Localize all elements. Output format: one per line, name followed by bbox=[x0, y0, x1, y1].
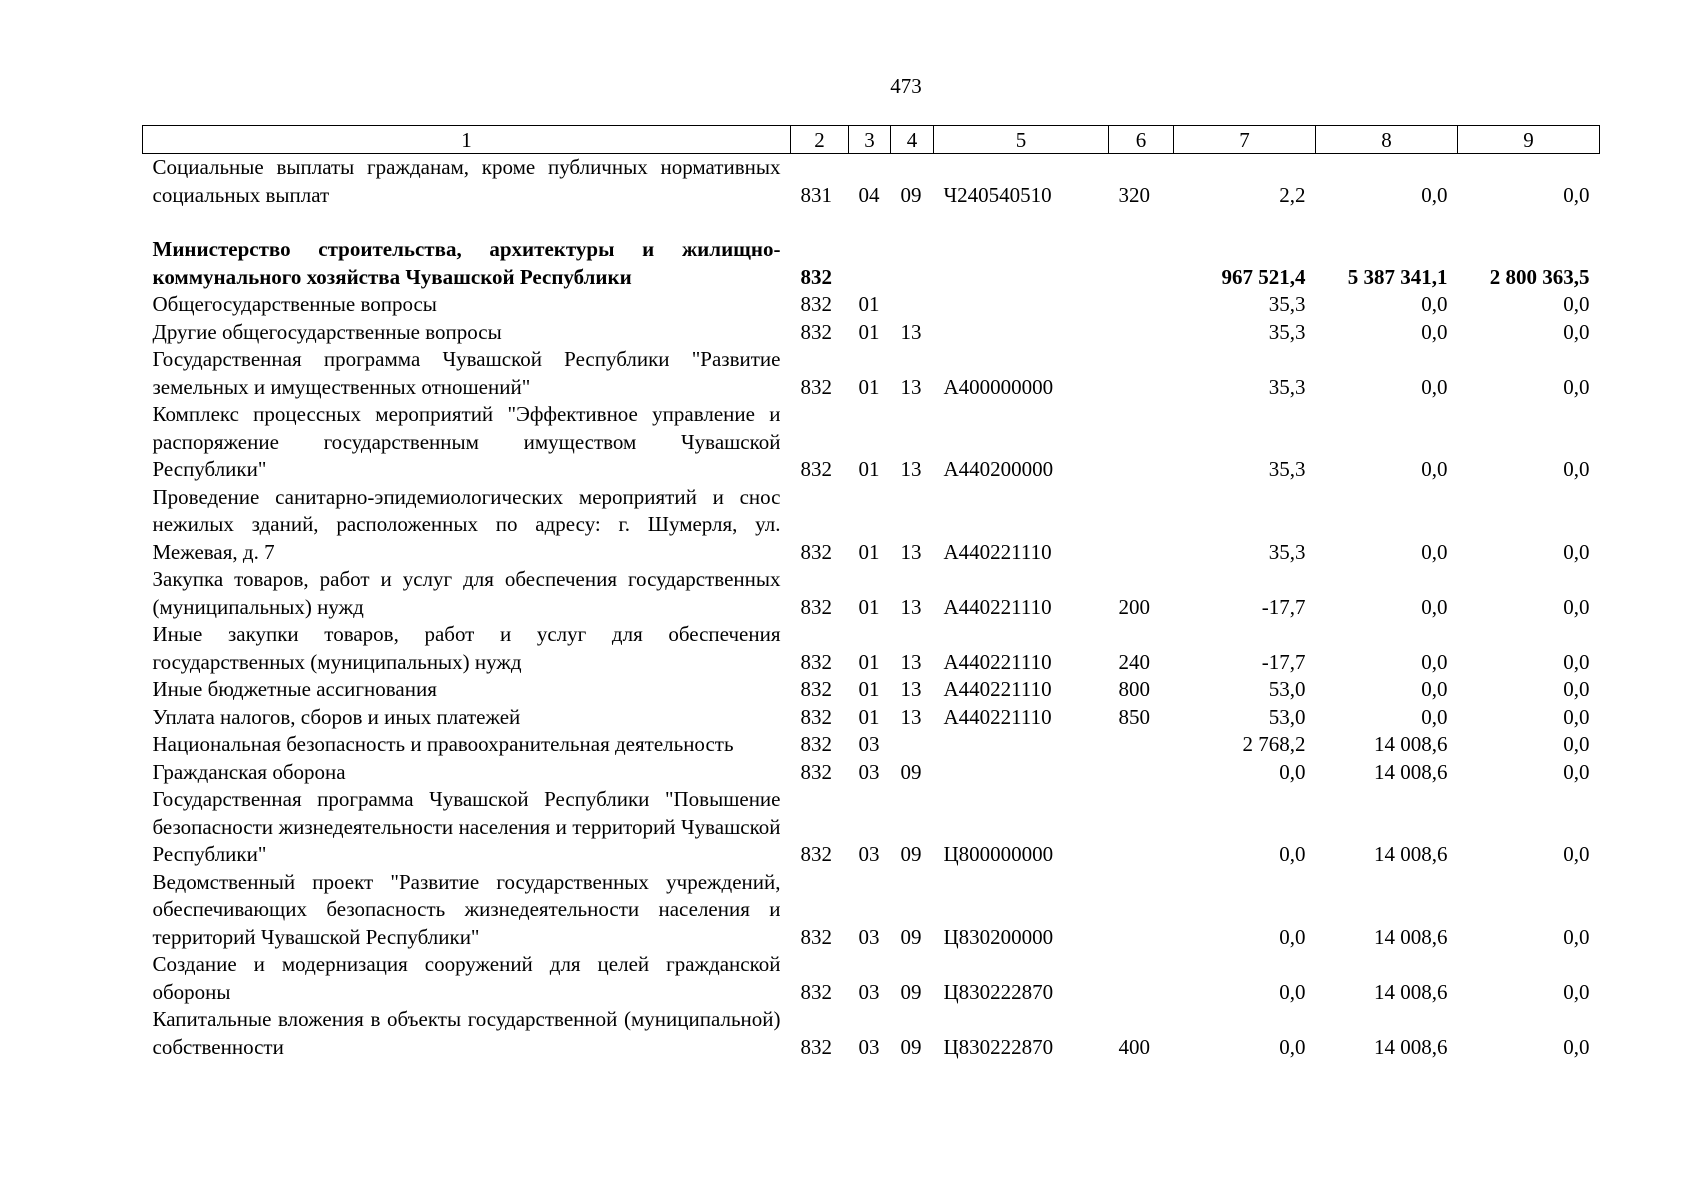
cell-amount-2: 14 008,6 bbox=[1374, 979, 1448, 1004]
cell-name: Проведение санитарно-эпидемиологических мероприятий и снос нежилых зданий, расположенных по адресу: г. Шумерля, ул. Межевая, д. 7 bbox=[152, 484, 781, 564]
cell-amount-2: 0,0 bbox=[1421, 457, 1448, 481]
cell-amount-3: 0,0 bbox=[1563, 759, 1590, 784]
cell-expense-type bbox=[1109, 236, 1174, 291]
cell-amount-3: 0,0 bbox=[1563, 594, 1590, 619]
table-row bbox=[143, 291, 1600, 319]
cell-target-article: Ч240540510 bbox=[943, 182, 1052, 207]
cell-amount-2: 0,0 bbox=[1421, 292, 1448, 316]
table-header-row bbox=[143, 126, 1600, 154]
cell-amount-2: 0,0 bbox=[1421, 594, 1448, 619]
cell-name: Создание и модернизация сооружений для целей гражданской обороны bbox=[152, 952, 781, 1004]
cell-subsection: 13 bbox=[900, 374, 922, 399]
cell-subsection: 13 bbox=[900, 594, 922, 619]
cell-expense-type bbox=[1109, 786, 1174, 869]
cell-expense-type: 240 bbox=[1118, 649, 1150, 674]
cell-chapter: 832 bbox=[800, 264, 832, 289]
cell-subsection: 09 bbox=[900, 924, 922, 949]
cell-amount-2: 14 008,6 bbox=[1374, 924, 1448, 949]
cell-target-article: Ц830222870 bbox=[943, 1034, 1054, 1059]
cell-chapter: 832 bbox=[800, 732, 832, 756]
cell-target-article: А400000000 bbox=[943, 374, 1054, 399]
cell-chapter: 832 bbox=[800, 704, 832, 729]
cell-name: Комплекс процессных мероприятий "Эффективное управление и распоряжение государственным имуществом Чувашской Республики" bbox=[152, 402, 781, 481]
cell-amount-1: 35,3 bbox=[1268, 319, 1306, 344]
cell-amount-1: -17,7 bbox=[1261, 649, 1306, 674]
cell-amount-2: 14 008,6 bbox=[1374, 1034, 1448, 1059]
cell-amount-1: 0,0 bbox=[1279, 842, 1306, 866]
cell-section: 01 bbox=[858, 319, 880, 344]
cell-name: Иные закупки товаров, работ и услуг для обеспечения государственных (муниципальных) нужд bbox=[152, 622, 781, 674]
cell-chapter: 832 bbox=[800, 649, 832, 674]
cell-amount-2: 0,0 bbox=[1421, 649, 1448, 674]
cell-amount-2: 0,0 bbox=[1421, 704, 1448, 729]
cell-section: 01 bbox=[858, 594, 880, 619]
cell-name: Капитальные вложения в объекты государственной (муниципальной) собственности bbox=[152, 1007, 781, 1059]
cell-amount-3: 0,0 bbox=[1563, 677, 1590, 701]
cell-expense-type: 850 bbox=[1118, 704, 1150, 729]
cell-section: 01 bbox=[858, 539, 880, 564]
cell-amount-3: 0,0 bbox=[1563, 539, 1590, 564]
cell-target-article bbox=[934, 319, 1109, 347]
cell-amount-1: -17,7 bbox=[1261, 594, 1306, 619]
cell-chapter: 832 bbox=[800, 1034, 832, 1059]
cell-chapter: 832 bbox=[800, 457, 832, 481]
column-header-8: 8 bbox=[1316, 126, 1458, 154]
cell-subsection: 09 bbox=[900, 759, 922, 784]
cell-expense-type bbox=[1109, 319, 1174, 347]
cell-section: 03 bbox=[858, 924, 880, 949]
cell-expense-type bbox=[1109, 401, 1174, 484]
cell-amount-3: 0,0 bbox=[1563, 182, 1590, 207]
cell-expense-type bbox=[1109, 346, 1174, 401]
cell-subsection: 13 bbox=[900, 457, 922, 481]
cell-section: 01 bbox=[858, 677, 880, 701]
cell-amount-3: 0,0 bbox=[1563, 704, 1590, 729]
cell-subsection bbox=[891, 291, 934, 319]
cell-amount-2: 0,0 bbox=[1421, 182, 1448, 207]
cell-amount-1: 0,0 bbox=[1279, 1034, 1306, 1059]
table-row bbox=[143, 566, 1600, 621]
column-header-5: 5 bbox=[934, 126, 1109, 154]
page-number: 473 bbox=[890, 74, 922, 98]
cell-amount-1: 0,0 bbox=[1279, 924, 1306, 949]
table-row bbox=[143, 621, 1600, 676]
cell-subsection: 13 bbox=[900, 319, 922, 344]
cell-amount-1: 35,3 bbox=[1268, 539, 1306, 564]
cell-amount-2: 0,0 bbox=[1421, 677, 1448, 701]
cell-chapter: 831 bbox=[800, 182, 832, 207]
cell-amount-2: 0,0 bbox=[1421, 374, 1448, 399]
table-row bbox=[143, 951, 1600, 1006]
cell-section: 03 bbox=[858, 842, 880, 866]
spacer-cell bbox=[143, 209, 1600, 236]
cell-target-article: Ц830200000 bbox=[943, 924, 1054, 949]
cell-target-article: А440200000 bbox=[943, 457, 1054, 481]
cell-chapter: 832 bbox=[800, 292, 832, 316]
cell-chapter: 832 bbox=[800, 924, 832, 949]
cell-name: Закупка товаров, работ и услуг для обеспечения государственных (муниципальных) нужд bbox=[152, 567, 781, 619]
cell-subsection: 09 bbox=[900, 842, 922, 866]
cell-amount-2: 5 387 341,1 bbox=[1347, 264, 1448, 289]
cell-target-article bbox=[934, 731, 1109, 759]
cell-expense-type: 800 bbox=[1118, 677, 1150, 701]
cell-chapter: 832 bbox=[800, 374, 832, 399]
cell-name: Национальная безопасность и правоохранительная деятельность bbox=[152, 732, 734, 756]
cell-amount-3: 0,0 bbox=[1563, 374, 1590, 399]
cell-section: 03 bbox=[858, 732, 880, 756]
table-row bbox=[143, 786, 1600, 869]
cell-target-article bbox=[934, 291, 1109, 319]
cell-expense-type bbox=[1109, 731, 1174, 759]
cell-name: Гражданская оборона bbox=[152, 759, 346, 784]
cell-amount-2: 14 008,6 bbox=[1374, 842, 1448, 866]
cell-amount-1: 2,2 bbox=[1279, 182, 1306, 207]
cell-name: Государственная программа Чувашской Республики "Развитие земельных и имущественных отношений" bbox=[152, 347, 781, 399]
table-row bbox=[143, 704, 1600, 732]
cell-section: 04 bbox=[858, 182, 880, 207]
cell-name: Другие общегосударственные вопросы bbox=[152, 319, 502, 344]
cell-amount-2: 0,0 bbox=[1421, 319, 1448, 344]
spacer-row bbox=[143, 209, 1600, 236]
cell-expense-type bbox=[1109, 869, 1174, 952]
table-row bbox=[143, 676, 1600, 704]
cell-expense-type bbox=[1109, 951, 1174, 1006]
table-row bbox=[143, 236, 1600, 291]
cell-chapter: 832 bbox=[800, 594, 832, 619]
cell-subsection: 09 bbox=[900, 1034, 922, 1059]
column-header-2: 2 bbox=[791, 126, 849, 154]
cell-chapter: 832 bbox=[800, 759, 832, 784]
cell-target-article: Ц800000000 bbox=[943, 842, 1054, 866]
table-row bbox=[143, 1006, 1600, 1061]
cell-amount-2: 14 008,6 bbox=[1374, 732, 1448, 756]
cell-section: 03 bbox=[858, 759, 880, 784]
table-body bbox=[143, 154, 1600, 1062]
cell-subsection: 09 bbox=[900, 979, 922, 1004]
cell-section: 01 bbox=[858, 457, 880, 481]
cell-amount-3: 0,0 bbox=[1563, 457, 1590, 481]
cell-amount-1: 0,0 bbox=[1279, 759, 1306, 784]
cell-section: 01 bbox=[858, 704, 880, 729]
cell-target-article: Ц830222870 bbox=[943, 979, 1054, 1004]
cell-expense-type bbox=[1109, 759, 1174, 787]
cell-amount-3: 0,0 bbox=[1563, 319, 1590, 344]
cell-expense-type: 400 bbox=[1118, 1034, 1150, 1059]
cell-name: Социальные выплаты гражданам, кроме публичных нормативных социальных выплат bbox=[152, 155, 781, 207]
column-header-1: 1 bbox=[143, 126, 791, 154]
table-row bbox=[143, 401, 1600, 484]
table-row bbox=[143, 759, 1600, 787]
cell-target-article: А440221110 bbox=[943, 594, 1052, 619]
cell-chapter: 832 bbox=[800, 677, 832, 701]
cell-amount-3: 0,0 bbox=[1563, 924, 1590, 949]
cell-amount-1: 53,0 bbox=[1268, 704, 1306, 729]
cell-target-article bbox=[934, 236, 1109, 291]
cell-expense-type: 200 bbox=[1118, 594, 1150, 619]
cell-subsection: 13 bbox=[900, 539, 922, 564]
cell-amount-3: 0,0 bbox=[1563, 649, 1590, 674]
cell-target-article: А440221110 bbox=[943, 704, 1052, 729]
cell-amount-3: 0,0 bbox=[1563, 1034, 1590, 1059]
cell-target-article: А440221110 bbox=[943, 649, 1052, 674]
cell-name: Уплата налогов, сборов и иных платежей bbox=[152, 704, 521, 729]
cell-amount-3: 0,0 bbox=[1563, 292, 1590, 316]
cell-amount-2: 0,0 bbox=[1421, 539, 1448, 564]
cell-expense-type bbox=[1109, 484, 1174, 567]
cell-subsection: 13 bbox=[900, 704, 922, 729]
cell-target-article: А440221110 bbox=[943, 539, 1052, 564]
cell-amount-1: 967 521,4 bbox=[1221, 264, 1306, 289]
cell-name: Министерство строительства, архитектуры и жилищно-коммунального хозяйства Чувашской Республики bbox=[152, 237, 781, 289]
cell-amount-1: 2 768,2 bbox=[1242, 732, 1306, 756]
cell-subsection: 09 bbox=[900, 182, 922, 207]
cell-target-article: А440221110 bbox=[943, 677, 1052, 701]
table-row bbox=[143, 731, 1600, 759]
cell-amount-1: 35,3 bbox=[1268, 374, 1306, 399]
cell-expense-type bbox=[1109, 291, 1174, 319]
cell-name: Общегосударственные вопросы bbox=[152, 292, 437, 316]
column-header-6: 6 bbox=[1109, 126, 1174, 154]
cell-amount-3: 0,0 bbox=[1563, 732, 1590, 756]
cell-section: 03 bbox=[858, 979, 880, 1004]
cell-subsection bbox=[891, 731, 934, 759]
cell-amount-3: 0,0 bbox=[1563, 842, 1590, 866]
cell-section: 03 bbox=[858, 1034, 880, 1059]
cell-subsection: 13 bbox=[900, 649, 922, 674]
cell-amount-1: 0,0 bbox=[1279, 979, 1306, 1004]
cell-subsection bbox=[891, 236, 934, 291]
cell-name: Иные бюджетные ассигнования bbox=[152, 677, 437, 701]
table-row bbox=[143, 346, 1600, 401]
cell-section bbox=[849, 236, 891, 291]
column-header-7: 7 bbox=[1174, 126, 1316, 154]
cell-target-article bbox=[934, 759, 1109, 787]
table-row bbox=[143, 319, 1600, 347]
cell-expense-type: 320 bbox=[1118, 182, 1150, 207]
cell-subsection: 13 bbox=[900, 677, 922, 701]
cell-chapter: 832 bbox=[800, 539, 832, 564]
cell-amount-1: 35,3 bbox=[1268, 292, 1306, 316]
cell-chapter: 832 bbox=[800, 842, 832, 866]
cell-name: Ведомственный проект "Развитие государственных учреждений, обеспечивающих безопасность жизнедеятельности населения и территорий Чувашской Республики" bbox=[152, 869, 781, 949]
cell-name: Государственная программа Чувашской Республики "Повышение безопасности жизнедеятельности населения и территорий Чувашской Республики" bbox=[152, 787, 781, 866]
budget-table bbox=[142, 125, 1600, 1061]
column-header-4: 4 bbox=[891, 126, 934, 154]
cell-amount-1: 35,3 bbox=[1268, 457, 1306, 481]
cell-amount-3: 2 800 363,5 bbox=[1489, 264, 1590, 289]
cell-amount-3: 0,0 bbox=[1563, 979, 1590, 1004]
table-row bbox=[143, 154, 1600, 210]
table-row bbox=[143, 869, 1600, 952]
cell-amount-2: 14 008,6 bbox=[1374, 759, 1448, 784]
cell-section: 01 bbox=[858, 649, 880, 674]
cell-section: 01 bbox=[858, 292, 880, 316]
cell-amount-1: 53,0 bbox=[1268, 677, 1306, 701]
column-header-3: 3 bbox=[849, 126, 891, 154]
table-row bbox=[143, 484, 1600, 567]
column-header-9: 9 bbox=[1458, 126, 1600, 154]
cell-chapter: 832 bbox=[800, 979, 832, 1004]
cell-chapter: 832 bbox=[800, 319, 832, 344]
cell-section: 01 bbox=[858, 374, 880, 399]
